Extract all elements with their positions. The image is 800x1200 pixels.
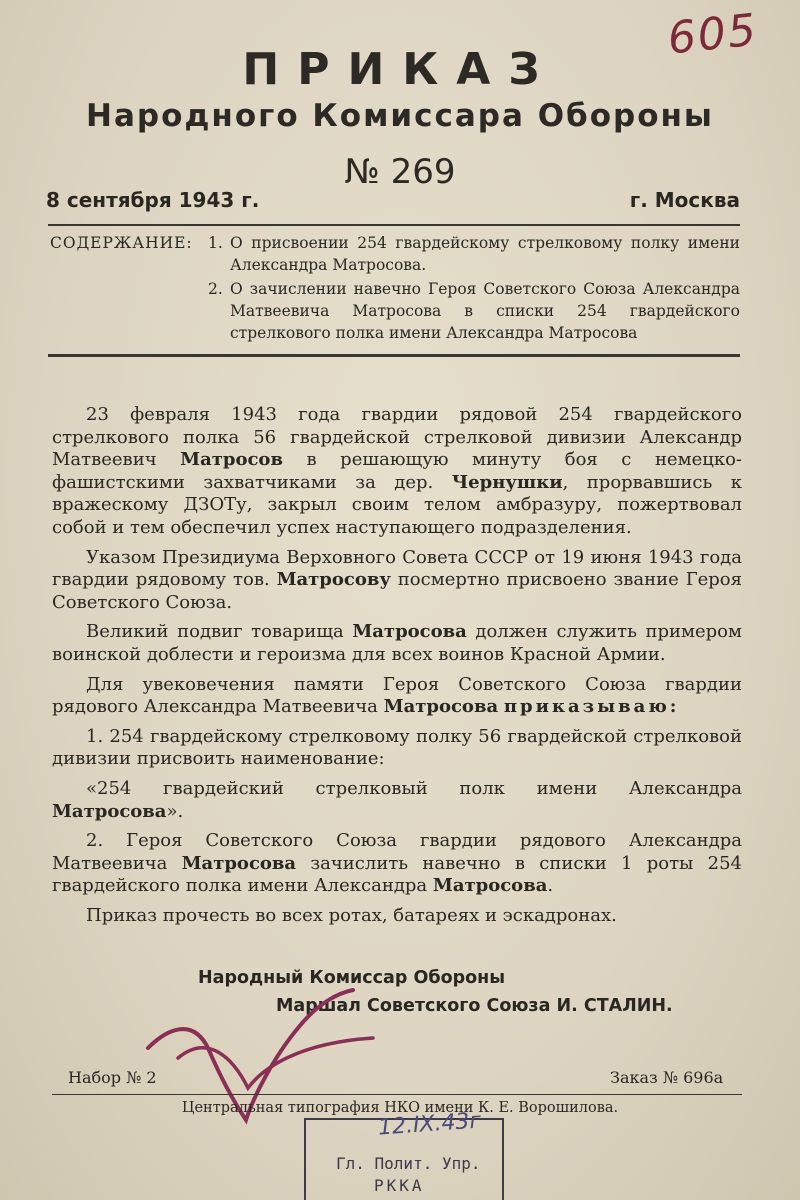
- order-city: г. Москва: [629, 188, 740, 212]
- contents-item-text: О зачислении навечно Героя Советского Союза Александра Матвеевича Матросова в списки 254 гвардейского стрелкового полка имени Александра Матросова: [230, 280, 740, 342]
- typeset-number: Набор № 2: [68, 1068, 157, 1087]
- contents-item-text: О присвоении 254 гвардейскому стрелковому полку имени Александра Матросова.: [230, 234, 740, 274]
- bold-name: Матросова: [383, 696, 499, 718]
- stamp-date: 12.IX.43г: [377, 1108, 482, 1141]
- print-order-number: Заказ № 696а: [610, 1068, 724, 1087]
- bold-name: Матросова: [181, 852, 297, 874]
- text-run: .: [547, 875, 554, 897]
- text-run: 23 февраля 1943 года гвардии рядовой 254 гвардейского стрелкового полка 56 гвардейской стрелковой дивизии Александр Матвеевич: [52, 404, 742, 471]
- text-run: , прорвавшись к вражескому ДЗОТу, закрыл своим телом амбразуру, пожертвовал собой и тем обеспечил успех наступающего подразделения.: [52, 471, 743, 538]
- text-run: посмертно присвоено звание Героя Советского Союза.: [52, 569, 742, 613]
- text-run: Для увековечения памяти Героя Советского Союза гвардии рядового Александра Матвеевича: [52, 673, 742, 718]
- contents-divider: [48, 354, 740, 357]
- text-run: Великий подвиг товарища: [86, 621, 353, 643]
- bold-place: Чернушки: [451, 471, 563, 493]
- stamp-line-1: Гл. Полит. Упр.: [336, 1154, 481, 1173]
- printer-name: Центральная типография НКО имени К. Е. Ворошилова.: [181, 1100, 619, 1116]
- text-run: в решающую минуту боя с немецко-фашистскими захватчиками за дер.: [52, 449, 742, 493]
- order-number: № 269: [344, 152, 456, 192]
- header-divider: [48, 224, 740, 226]
- text-run: «254 гвардейский стрелковый полк имени Александра: [86, 777, 742, 799]
- paragraph-5: 1. 254 гвардейскому стрелковому полку 56 гвардейской стрелковой дивизии присвоить наименование:: [52, 725, 742, 770]
- document-title: ПРИКАЗ: [242, 44, 558, 95]
- text-run: 2. Героя Советского Союза гвардии рядового Александра Матвеевича: [52, 830, 742, 874]
- bold-name: Матросову: [276, 569, 391, 591]
- paragraph-8: Приказ прочесть во всех ротах, батареях и эскадронах.: [86, 904, 617, 926]
- bold-name: Матросов: [180, 449, 283, 471]
- paragraph-4: [52, 674, 742, 719]
- bold-name: Матросова: [352, 621, 467, 643]
- footer-divider: [52, 1094, 742, 1095]
- document-subtitle: Народного Комиссара Обороны: [86, 98, 714, 134]
- bold-name: Матросова: [432, 875, 548, 897]
- bold-name: Матросова: [52, 800, 167, 822]
- archive-stamp: [304, 1108, 504, 1200]
- bold-command: приказываю:: [503, 696, 680, 718]
- text-run: должен служить примером воинской доблести и героизма для всех воинов Красной Армии.: [52, 621, 742, 665]
- contents-item-2: [208, 278, 740, 344]
- contents-item-number: 2.: [208, 280, 223, 298]
- signatory-name: Маршал Советского Союза И. СТАЛИН.: [276, 996, 673, 1016]
- text-run: зачислить навечно в списки 1 роты 254 гвардейского полка имени Александра: [52, 852, 742, 897]
- paragraph-7: [52, 830, 742, 898]
- contents-item-1: [208, 232, 740, 276]
- signatory-title: Народный Комиссар Обороны: [198, 968, 506, 988]
- order-date: 8 сентября 1943 г.: [46, 188, 260, 212]
- text-run: Указом Президиума Верховного Совета СССР от 19 июня 1943 года гвардии рядовому тов.: [52, 546, 742, 591]
- order-body: [52, 404, 742, 934]
- stamp-line-2: РККА: [374, 1176, 425, 1195]
- contents-label: СОДЕРЖАНИЕ:: [50, 234, 193, 252]
- paragraph-6: [52, 778, 742, 823]
- text-run: ».: [166, 800, 184, 822]
- paragraph-2: [52, 547, 742, 615]
- paragraph-3: [52, 621, 742, 666]
- paragraph-1: [52, 404, 742, 540]
- handwritten-page-number: 605: [665, 4, 761, 65]
- contents-item-number: 1.: [208, 234, 223, 252]
